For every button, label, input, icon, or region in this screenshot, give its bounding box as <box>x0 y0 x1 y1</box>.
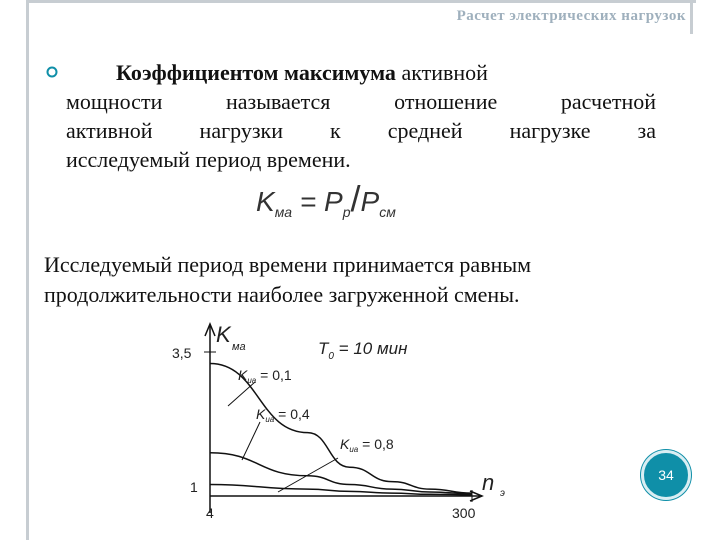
definition-text-1: активной <box>395 60 488 85</box>
annotation-rest: = 10 мин <box>333 339 408 358</box>
definition-text-2: мощности называется отношение расчетной <box>66 89 656 114</box>
kma-chart <box>160 318 530 528</box>
series-label-0-k: K <box>238 367 248 383</box>
series-label-0-sub: иа <box>247 376 257 385</box>
slide-number-badge: 34 <box>641 450 691 500</box>
series-label-2-sub: иа <box>349 445 359 454</box>
note-paragraph <box>44 250 664 310</box>
formula-num-sub: р <box>342 204 351 220</box>
formula-eq: = <box>292 186 324 217</box>
slide-header: Расчет электрических нагрузок <box>456 8 686 24</box>
frame-left-border <box>26 0 29 540</box>
series-label-1-k: K <box>256 406 266 422</box>
frame-right-border <box>690 0 693 34</box>
y-label-sub: ма <box>232 341 246 353</box>
series-label-0 <box>238 367 292 385</box>
definition-term: Коэффициентом максимума <box>116 60 396 85</box>
chart-annotation <box>318 339 408 362</box>
definition-text-4: исследуемый период времени. <box>66 147 351 172</box>
formula-lhs-sub: ма <box>274 204 293 220</box>
formula-slash: / <box>350 178 361 219</box>
x-label-sub: э <box>500 488 505 499</box>
bullet-icon <box>46 66 58 78</box>
series-label-2 <box>340 436 394 454</box>
definition-text-3: активной нагрузки к средней нагрузке за <box>66 118 656 143</box>
annotation-t-sub: 0 <box>328 351 334 362</box>
series-label-2-k: K <box>340 436 350 452</box>
frame-top-border <box>26 0 696 3</box>
leader-line-0 <box>228 382 255 406</box>
series-label-1 <box>256 406 310 424</box>
formula <box>256 178 396 220</box>
x-tick-label-left: 4 <box>206 505 214 521</box>
note-line-1: Исследуемый период времени принимается равным <box>44 252 532 277</box>
series-label-1-sub: иа <box>265 415 275 424</box>
y-tick-label-bottom: 1 <box>190 479 198 495</box>
formula-num: P <box>324 186 343 217</box>
formula-den: P <box>360 186 380 217</box>
formula-den-sub: см <box>379 204 396 220</box>
series-curve-1 <box>210 453 472 494</box>
note-line-2: продолжительности наиболее загруженной смены. <box>44 282 520 307</box>
y-label: K <box>216 322 231 347</box>
series-label-1-value: = 0,4 <box>274 406 310 422</box>
series-label-2-value: = 0,8 <box>358 436 394 452</box>
y-tick-label-top: 3,5 <box>172 345 192 361</box>
formula-lhs: K <box>256 186 275 217</box>
leader-line-2 <box>278 458 338 492</box>
leader-line-1 <box>242 422 260 460</box>
definition-paragraph <box>66 58 656 174</box>
series-label-0-value: = 0,1 <box>256 367 292 383</box>
annotation-t: T <box>318 339 329 358</box>
x-label: n <box>482 470 495 495</box>
x-tick-label-right: 300 <box>452 505 476 521</box>
